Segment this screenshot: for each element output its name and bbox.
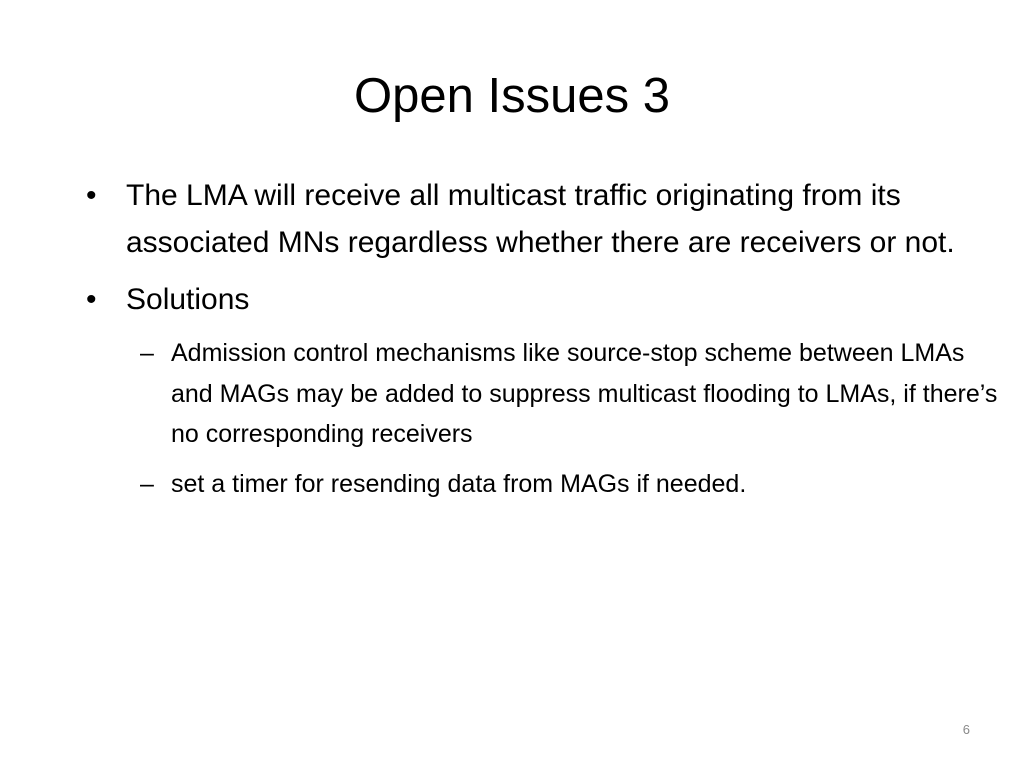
sub-bullet-item xyxy=(86,333,1006,455)
bullet-item xyxy=(86,172,1006,266)
dash-icon: – xyxy=(140,469,154,498)
sub-bullet-text: Admission control mechanisms like source-stop scheme between LMAs and MAGs may be added to suppress multicast flooding to LMAs, if there’s no corresponding receivers xyxy=(171,339,998,448)
slide-title: Open Issues 3 xyxy=(354,69,670,123)
bullet-item xyxy=(86,276,1006,323)
bullet-text: The LMA will receive all multicast traffic originating from its associated MNs regardless whether there are receivers or not. xyxy=(126,179,955,259)
bullet-icon: • xyxy=(86,283,97,316)
slide-body xyxy=(86,172,1006,513)
sub-bullet-item xyxy=(86,464,1006,505)
sub-bullet-text: set a timer for resending data from MAGs if needed. xyxy=(171,469,747,498)
bullet-icon: • xyxy=(86,179,97,212)
dash-icon: – xyxy=(140,339,154,367)
page-number: 6 xyxy=(962,722,970,737)
bullet-text: Solutions xyxy=(126,283,250,316)
